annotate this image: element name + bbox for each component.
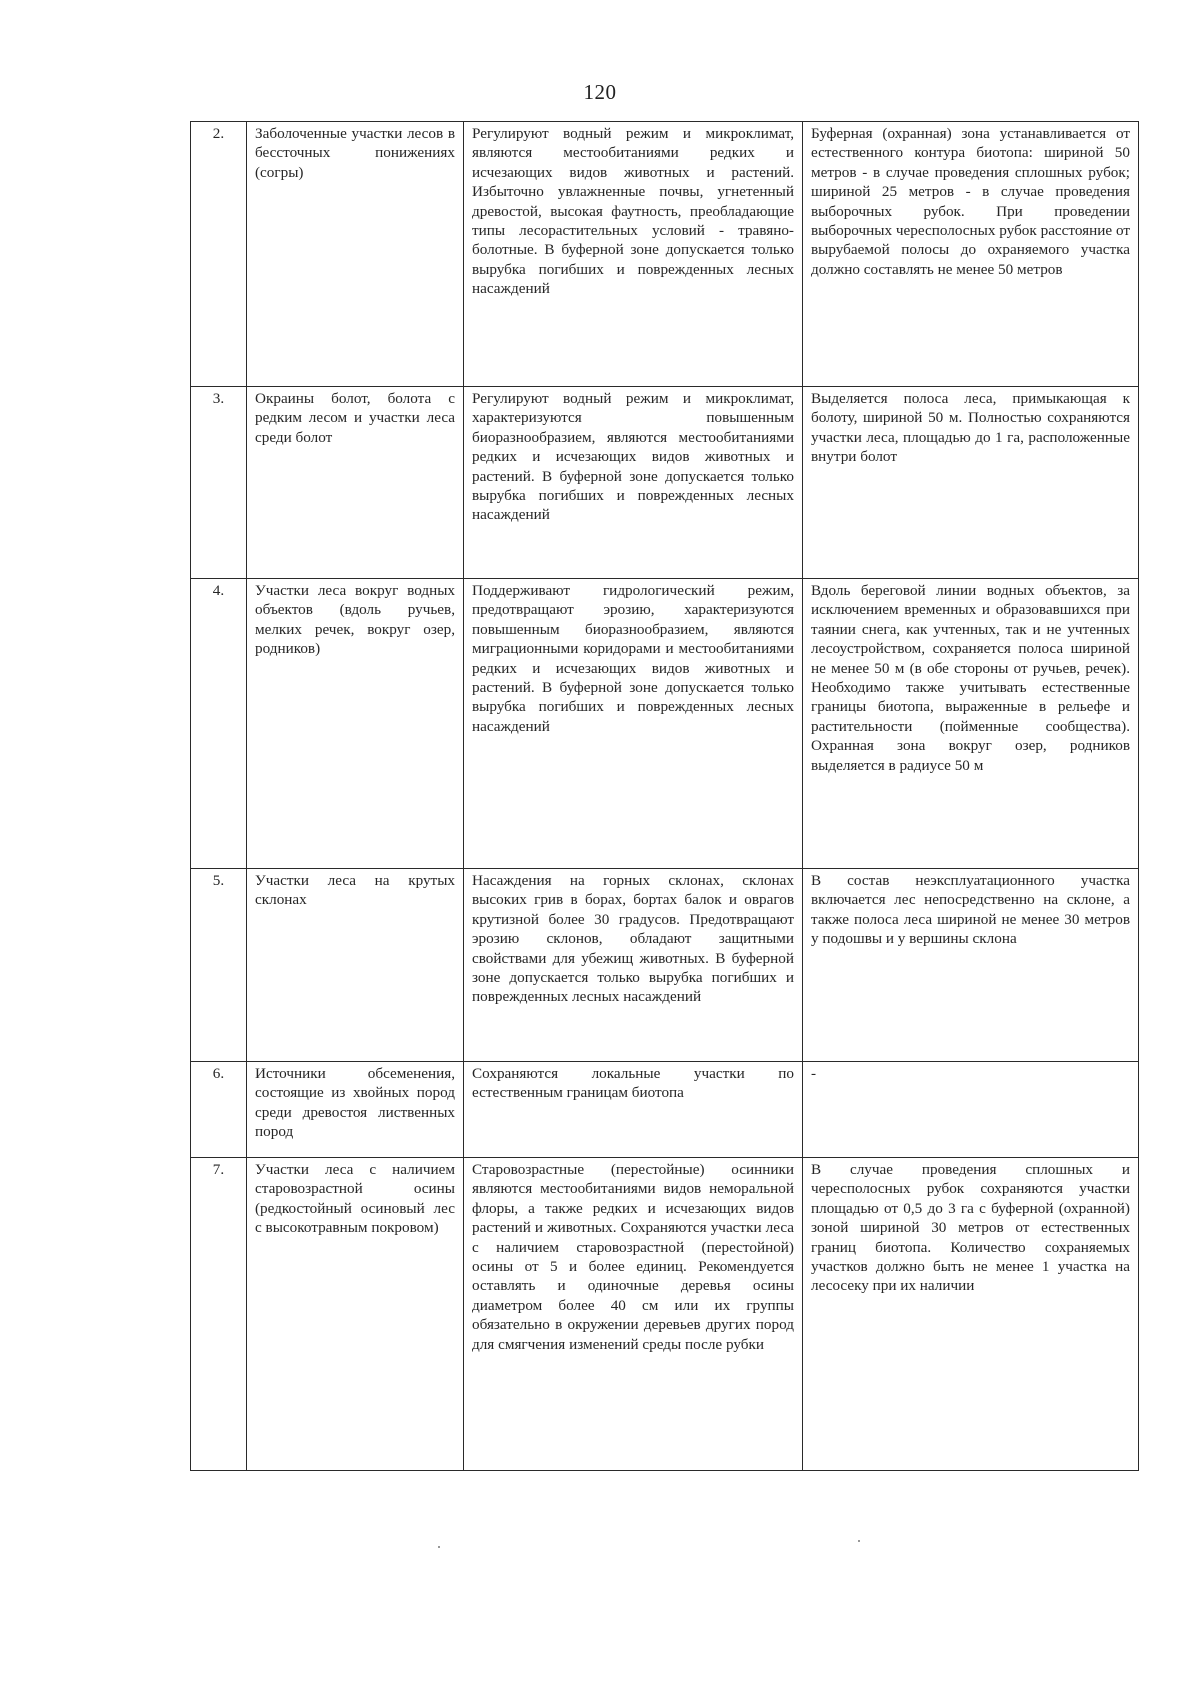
buffer-zone-rule: В состав неэксплуатационного участка включается лес непосредственно на склоне, а также полоса леса шириной не менее 30 метров у подошвы и у вершины склона [803, 869, 1139, 1062]
biotope-description: Поддерживают гидрологический режим, предотвращают эрозию, характеризуются повышенным биоразнообразием, являются миграционными коридорами и местообитаниями редких и исчезающих видов животных и растений. В буферной зоне допускается только вырубка погибших и поврежденных лесных насаждений [464, 579, 803, 869]
buffer-zone-rule: Вдоль береговой линии водных объектов, за исключением временных и образовавшихся при таянии снега, как учтенных, так и не учтенных лесоустройством, сохраняется полоса шириной не менее 50 м (в обе стороны от ручьев, речек). Необходимо также учитывать естественные границы биотопа, выраженные в рельефе и растительности (пойменные сообщества). Охранная зона вокруг озер, родников выделяется в радиусе 50 м [803, 579, 1139, 869]
biotope-description: Регулируют водный режим и микроклимат, характеризуются повышенным биоразнообразием, являются местообитаниями редких и исчезающих видов животных и растений. В буферной зоне допускается только вырубка погибших и поврежденных лесных насаждений [464, 387, 803, 579]
table-row [191, 1062, 1139, 1158]
biotope-description: Насаждения на горных склонах, склонах высоких грив в борах, бортах балок и оврагов крутизной более 30 градусов. Предотвращают эрозию склонов, обладают защитными свойствами для убежищ животных. В буферной зоне допускается только вырубка погибших и поврежденных лесных насаждений [464, 869, 803, 1062]
row-number: 4. [191, 579, 247, 869]
table-row [191, 387, 1139, 579]
biotope-description: Сохраняются локальные участки по естественным границам биотопа [464, 1062, 803, 1158]
biotope-name: Участки леса на крутых склонах [247, 869, 464, 1062]
table-row [191, 869, 1139, 1062]
buffer-zone-rule: В случае проведения сплошных и чересполосных рубок сохраняются участки площадью от 0,5 до 3 га с буферной (охранной) зоной шириной 30 метров от естественных границ биотопа. Количество сохраняемых участков должно быть не менее 1 участка на лесосеку при их наличии [803, 1158, 1139, 1471]
biotope-name: Заболоченные участки лесов в бессточных понижениях (согры) [247, 122, 464, 387]
row-number: 7. [191, 1158, 247, 1471]
page-number: 120 [583, 80, 617, 104]
row-number: 6. [191, 1062, 247, 1158]
row-number: 2. [191, 122, 247, 387]
table-row [191, 579, 1139, 869]
row-number: 5. [191, 869, 247, 1062]
biotope-name: Окраины болот, болота с редким лесом и участки леса среди болот [247, 387, 464, 579]
biotope-description: Регулируют водный режим и микроклимат, являются местообитаниями редких и исчезающих видов животных и растений. Избыточно увлажненные почвы, угнетенный древостой, высокая фаутность, преобладающие типы лесорастительных условий - травяно-болотные. В буферной зоне допускается только вырубка погибших и поврежденных лесных насаждений [464, 122, 803, 387]
biotope-table [190, 121, 1139, 1471]
buffer-zone-rule: Выделяется полоса леса, примыкающая к болоту, шириной 50 м. Полностью сохраняются участки леса, площадью до 1 га, расположенные внутри болот [803, 387, 1139, 579]
table-row [191, 122, 1139, 387]
row-number: 3. [191, 387, 247, 579]
biotope-name: Участки леса с наличием старовозрастной осины (редкостойный осиновый лес с высокотравным покровом) [247, 1158, 464, 1471]
buffer-zone-rule: - [803, 1062, 1139, 1158]
scan-speck [438, 1546, 440, 1548]
scan-speck [858, 1540, 860, 1542]
table-row [191, 1158, 1139, 1471]
buffer-zone-rule: Буферная (охранная) зона устанавливается от естественного контура биотопа: шириной 50 метров - в случае проведения сплошных рубок; шириной 25 метров - в случае проведения выборочных рубок. При проведении выборочных чересполосных рубок расстояние от вырубаемой полосы до охраняемого участка должно составлять не менее 50 метров [803, 122, 1139, 387]
biotope-name: Источники обсеменения, состоящие из хвойных пород среди древостоя лиственных пород [247, 1062, 464, 1158]
biotope-name: Участки леса вокруг водных объектов (вдоль ручьев, мелких речек, вокруг озер, родников) [247, 579, 464, 869]
biotope-description: Старовозрастные (перестойные) осинники являются местообитаниями видов неморальной флоры, а также редких и исчезающих видов растений и животных. Сохраняются участки леса с наличием старовозрастной (перестойной) осины от 5 и более единиц. Рекомендуется оставлять и одиночные деревья осины диаметром более 40 см или их группы обязательно в окружении деревьев других пород для смягчения изменений среды после рубки [464, 1158, 803, 1471]
